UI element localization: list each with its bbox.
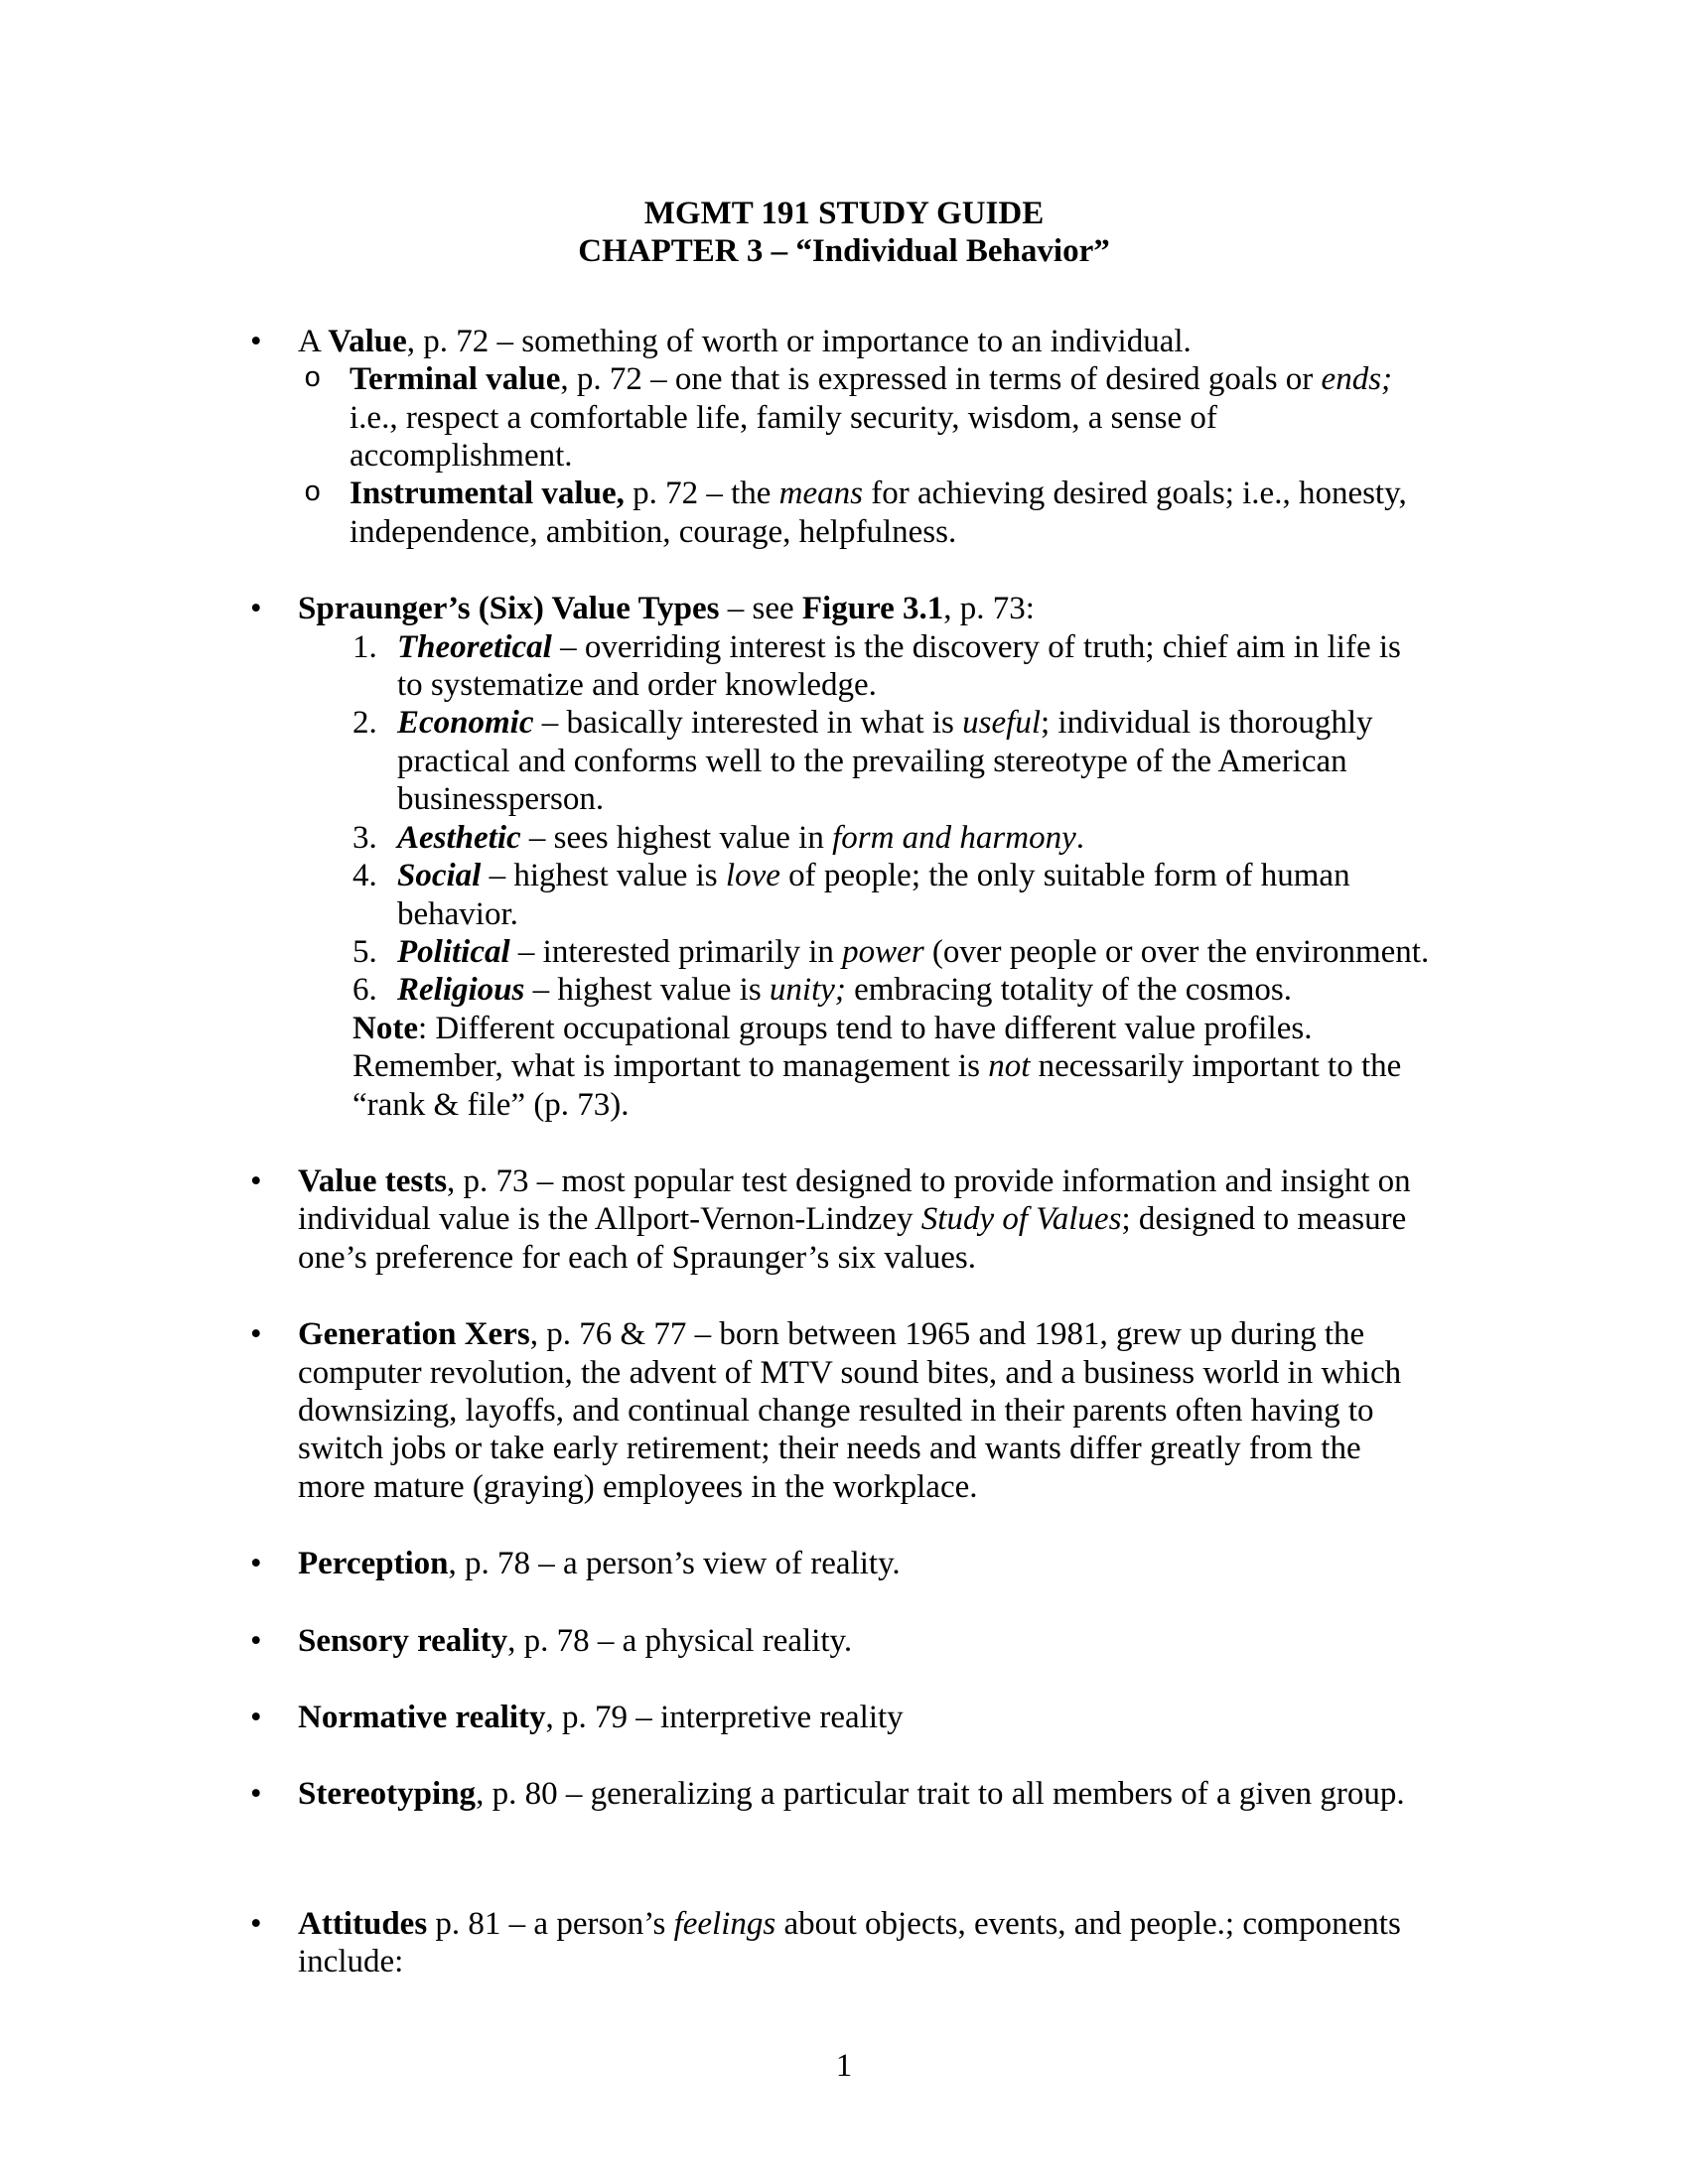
document-title: MGMT 191 STUDY GUIDE <box>643 196 1045 231</box>
text-run: A <box>298 323 329 359</box>
bullet-item-perception-line-1 <box>298 1545 1688 1582</box>
list-number-marker: 4. <box>352 858 377 894</box>
numbered-item-aesthetic-line-1 <box>397 819 1688 857</box>
filled-bullet-marker: • <box>250 323 262 359</box>
note-paragraph-line-3 <box>352 1086 1688 1124</box>
bullet-item-attitudes-line-1 <box>298 1905 1688 1943</box>
filled-bullet-marker: • <box>250 1776 262 1813</box>
text-run: necessarily important to the <box>1030 1048 1402 1085</box>
filled-bullet-marker: • <box>250 1700 262 1735</box>
bullet-item-value-tests-line-1 <box>298 1162 1688 1200</box>
text-run: unity; <box>769 972 846 1009</box>
bullet-item-normative-reality-line-1 <box>298 1699 1688 1736</box>
text-run: , p. 79 – interpretive reality <box>545 1700 904 1735</box>
text-run: Attitudes <box>298 1905 428 1942</box>
section-sensory-reality <box>0 1622 1688 1660</box>
bullet-item-generation-xers-line-4 <box>298 1430 1688 1467</box>
text-run: Perception <box>298 1546 449 1582</box>
section-normative-reality <box>0 1699 1688 1736</box>
text-run: feelings <box>673 1905 776 1942</box>
text-run: for achieving desired goals; i.e., honesty, <box>863 476 1407 512</box>
text-run: , p. 73: <box>943 591 1035 627</box>
text-run: , p. 80 – generalizing a particular trait to all members of a given group. <box>476 1776 1405 1813</box>
text-run: Instrumental value, <box>350 476 625 512</box>
circle-bullet-marker: o <box>304 477 322 510</box>
sub-bullet-instrumental-value-line-2 <box>350 513 1688 551</box>
list-number-marker: 6. <box>352 972 377 1009</box>
note-paragraph-line-1 <box>352 1010 1688 1047</box>
text-run: p. 72 – the <box>624 476 779 512</box>
text-run: – highest value is <box>524 972 770 1009</box>
bullet-item-value-tests <box>0 1162 1688 1277</box>
text-run: Economic <box>397 705 534 742</box>
list-number-marker: 3. <box>352 819 377 856</box>
text-run: – highest value is <box>481 858 726 894</box>
numbered-item-aesthetic <box>0 819 1688 857</box>
text-run: ; designed to measure <box>1121 1201 1407 1238</box>
numbered-item-religious-line-1 <box>397 971 1688 1009</box>
text-run: individual value is the Allport-Vernon-Lindzey <box>298 1201 921 1238</box>
text-run: p. 81 – a person’s <box>427 1905 674 1942</box>
text-run: one’s preference for each of Spraunger’s six values. <box>298 1239 976 1276</box>
bullet-item-value-tests-line-2 <box>298 1200 1688 1238</box>
numbered-item-theoretical-line-2 <box>397 666 1688 704</box>
text-run: to systematize and order knowledge. <box>397 667 877 704</box>
text-run: – basically interested in what is <box>533 705 963 742</box>
bullet-item-value-line-1 <box>298 323 1688 360</box>
numbered-item-social-line-1 <box>397 857 1688 894</box>
bullet-item-normative-reality <box>0 1699 1688 1736</box>
text-run: – see <box>719 591 802 627</box>
text-run: love <box>725 858 780 894</box>
bullet-item-sensory-reality-line-1 <box>298 1622 1688 1660</box>
text-run: , p. 78 – a person’s view of reality. <box>448 1546 901 1582</box>
text-run: Stereotyping <box>298 1776 477 1813</box>
text-run: of people; the only suitable form of human <box>779 858 1350 894</box>
text-run: include: <box>298 1944 404 1980</box>
filled-bullet-marker: • <box>250 591 262 627</box>
text-run: practical and conforms well to the prevailing stereotype of the American <box>397 743 1347 779</box>
text-run: computer revolution, the advent of MTV sound bites, and a business world in which <box>298 1354 1402 1391</box>
text-run: Remember, what is important to management is <box>352 1048 989 1085</box>
text-run: ends; <box>1321 361 1393 398</box>
text-run: – interested primarily in <box>509 933 843 970</box>
numbered-item-economic-line-2 <box>397 743 1688 780</box>
numbered-item-economic <box>0 704 1688 818</box>
bullet-item-sensory-reality <box>0 1622 1688 1660</box>
text-run: , p. 76 & 77 – born between 1965 and 1981, grew up during the <box>529 1316 1365 1353</box>
numbered-item-social-line-2 <box>397 895 1688 933</box>
bullet-item-generation-xers-line-3 <box>298 1392 1688 1430</box>
bullet-item-attitudes <box>0 1905 1688 1981</box>
list-number-marker: 5. <box>352 933 377 970</box>
text-run: Terminal value <box>350 361 561 398</box>
text-run: Religious <box>397 972 525 1009</box>
text-run: Note <box>352 1010 418 1046</box>
text-run: , p. 72 – something of worth or importance to an individual. <box>406 323 1192 359</box>
list-number-marker: 1. <box>352 628 377 665</box>
text-run: , p. 73 – most popular test designed to provide information and insight on <box>447 1162 1411 1199</box>
sub-bullet-instrumental-value-line-1 <box>350 475 1688 512</box>
text-run: useful <box>962 705 1041 742</box>
text-run: Spraunger’s (Six) Value Types <box>298 591 720 627</box>
numbered-item-economic-line-3 <box>397 780 1688 818</box>
section-value-tests <box>0 1162 1688 1277</box>
section-values <box>0 323 1688 551</box>
text-run: – overriding interest is the discovery of truth; chief aim in life is <box>551 628 1401 665</box>
text-run: Figure 3.1 <box>801 591 944 627</box>
text-run: : Different occupational groups tend to have different value profiles. <box>417 1010 1313 1046</box>
bullet-item-stereotyping <box>0 1775 1688 1813</box>
filled-bullet-marker: • <box>250 1622 262 1659</box>
bullet-item-spraunger-value-types <box>0 590 1688 627</box>
section-generation-xers <box>0 1315 1688 1506</box>
bullet-item-generation-xers <box>0 1315 1688 1506</box>
text-run: form and harmony <box>832 819 1076 856</box>
text-run: “rank & file” (p. 73). <box>352 1086 630 1123</box>
text-run: Political <box>397 933 510 970</box>
text-run: (over people or over the environment. <box>923 933 1430 970</box>
numbered-item-theoretical-line-1 <box>397 628 1688 666</box>
sub-bullet-terminal-value-line-1 <box>350 360 1688 398</box>
bullet-item-generation-xers-line-2 <box>298 1354 1688 1392</box>
sub-bullet-terminal-value-line-2 <box>350 399 1688 437</box>
text-run: switch jobs or take early retirement; their needs and wants differ greatly from the <box>298 1431 1361 1467</box>
note-paragraph <box>0 1010 1688 1124</box>
section-stereotyping <box>0 1775 1688 1813</box>
numbered-item-political-line-1 <box>397 933 1688 971</box>
text-run: Generation Xers <box>298 1316 530 1353</box>
bullet-item-perception <box>0 1545 1688 1582</box>
filled-bullet-marker: • <box>250 1905 262 1942</box>
sub-bullet-terminal-value-line-3 <box>350 437 1688 475</box>
text-run: Value tests <box>298 1162 448 1199</box>
section-attitudes <box>0 1905 1688 1981</box>
bullet-item-generation-xers-line-1 <box>298 1315 1688 1353</box>
filled-bullet-marker: • <box>250 1316 262 1353</box>
bullet-item-spraunger-value-types-line-1 <box>298 590 1688 627</box>
text-run: not <box>988 1048 1031 1085</box>
text-run: power <box>842 933 924 970</box>
text-run: Value <box>328 323 407 359</box>
numbered-item-political <box>0 933 1688 971</box>
list-number-marker: 2. <box>352 705 377 742</box>
text-run: embracing totality of the cosmos. <box>845 972 1292 1009</box>
numbered-item-social <box>0 857 1688 933</box>
bullet-item-generation-xers-line-5 <box>298 1468 1688 1506</box>
text-run: . <box>1075 819 1085 856</box>
section-spraunger-value-types <box>0 590 1688 1124</box>
sub-bullet-terminal-value <box>0 360 1688 475</box>
filled-bullet-marker: • <box>250 1546 262 1582</box>
text-run: Social <box>397 858 482 894</box>
text-run: , p. 78 – a physical reality. <box>507 1622 853 1659</box>
text-run: about objects, events, and people.; components <box>775 1905 1401 1942</box>
page-number: 1 <box>835 2048 853 2084</box>
text-run: Aesthetic <box>397 819 521 856</box>
text-run: means <box>778 476 863 512</box>
section-perception <box>0 1545 1688 1582</box>
text-run: – sees highest value in <box>520 819 833 856</box>
bullet-item-attitudes-line-2 <box>298 1943 1688 1980</box>
chapter-subtitle: CHAPTER 3 – “Individual Behavior” <box>578 233 1110 270</box>
text-run: , p. 72 – one that is expressed in terms of desired goals or <box>560 361 1322 398</box>
document-title-block <box>0 0 1688 271</box>
text-run: businessperson. <box>397 781 605 818</box>
text-run: Sensory reality <box>298 1622 508 1659</box>
text-run: more mature (graying) employees in the workplace. <box>298 1468 978 1505</box>
text-run: behavior. <box>397 895 518 932</box>
bullet-item-stereotyping-line-1 <box>298 1775 1688 1813</box>
text-run: i.e., respect a comfortable life, family security, wisdom, a sense of <box>350 399 1217 436</box>
bullet-item-value <box>0 323 1688 360</box>
text-run: accomplishment. <box>350 438 573 475</box>
filled-bullet-marker: • <box>250 1162 262 1199</box>
text-run: downsizing, layoffs, and continual change resulted in their parents often having to <box>298 1392 1374 1429</box>
numbered-item-theoretical <box>0 628 1688 705</box>
note-paragraph-line-2 <box>352 1047 1688 1085</box>
text-run: Study of Values <box>920 1201 1122 1238</box>
text-run: ; individual is thoroughly <box>1040 705 1373 742</box>
bullet-item-value-tests-line-3 <box>298 1239 1688 1277</box>
sub-bullet-instrumental-value <box>0 475 1688 551</box>
document-body <box>0 323 1688 1981</box>
text-run: Theoretical <box>397 628 552 665</box>
text-run: independence, ambition, courage, helpfulness. <box>350 513 957 550</box>
numbered-item-religious <box>0 971 1688 1009</box>
numbered-item-economic-line-1 <box>397 704 1688 742</box>
circle-bullet-marker: o <box>304 362 322 396</box>
text-run: Normative reality <box>298 1700 546 1735</box>
